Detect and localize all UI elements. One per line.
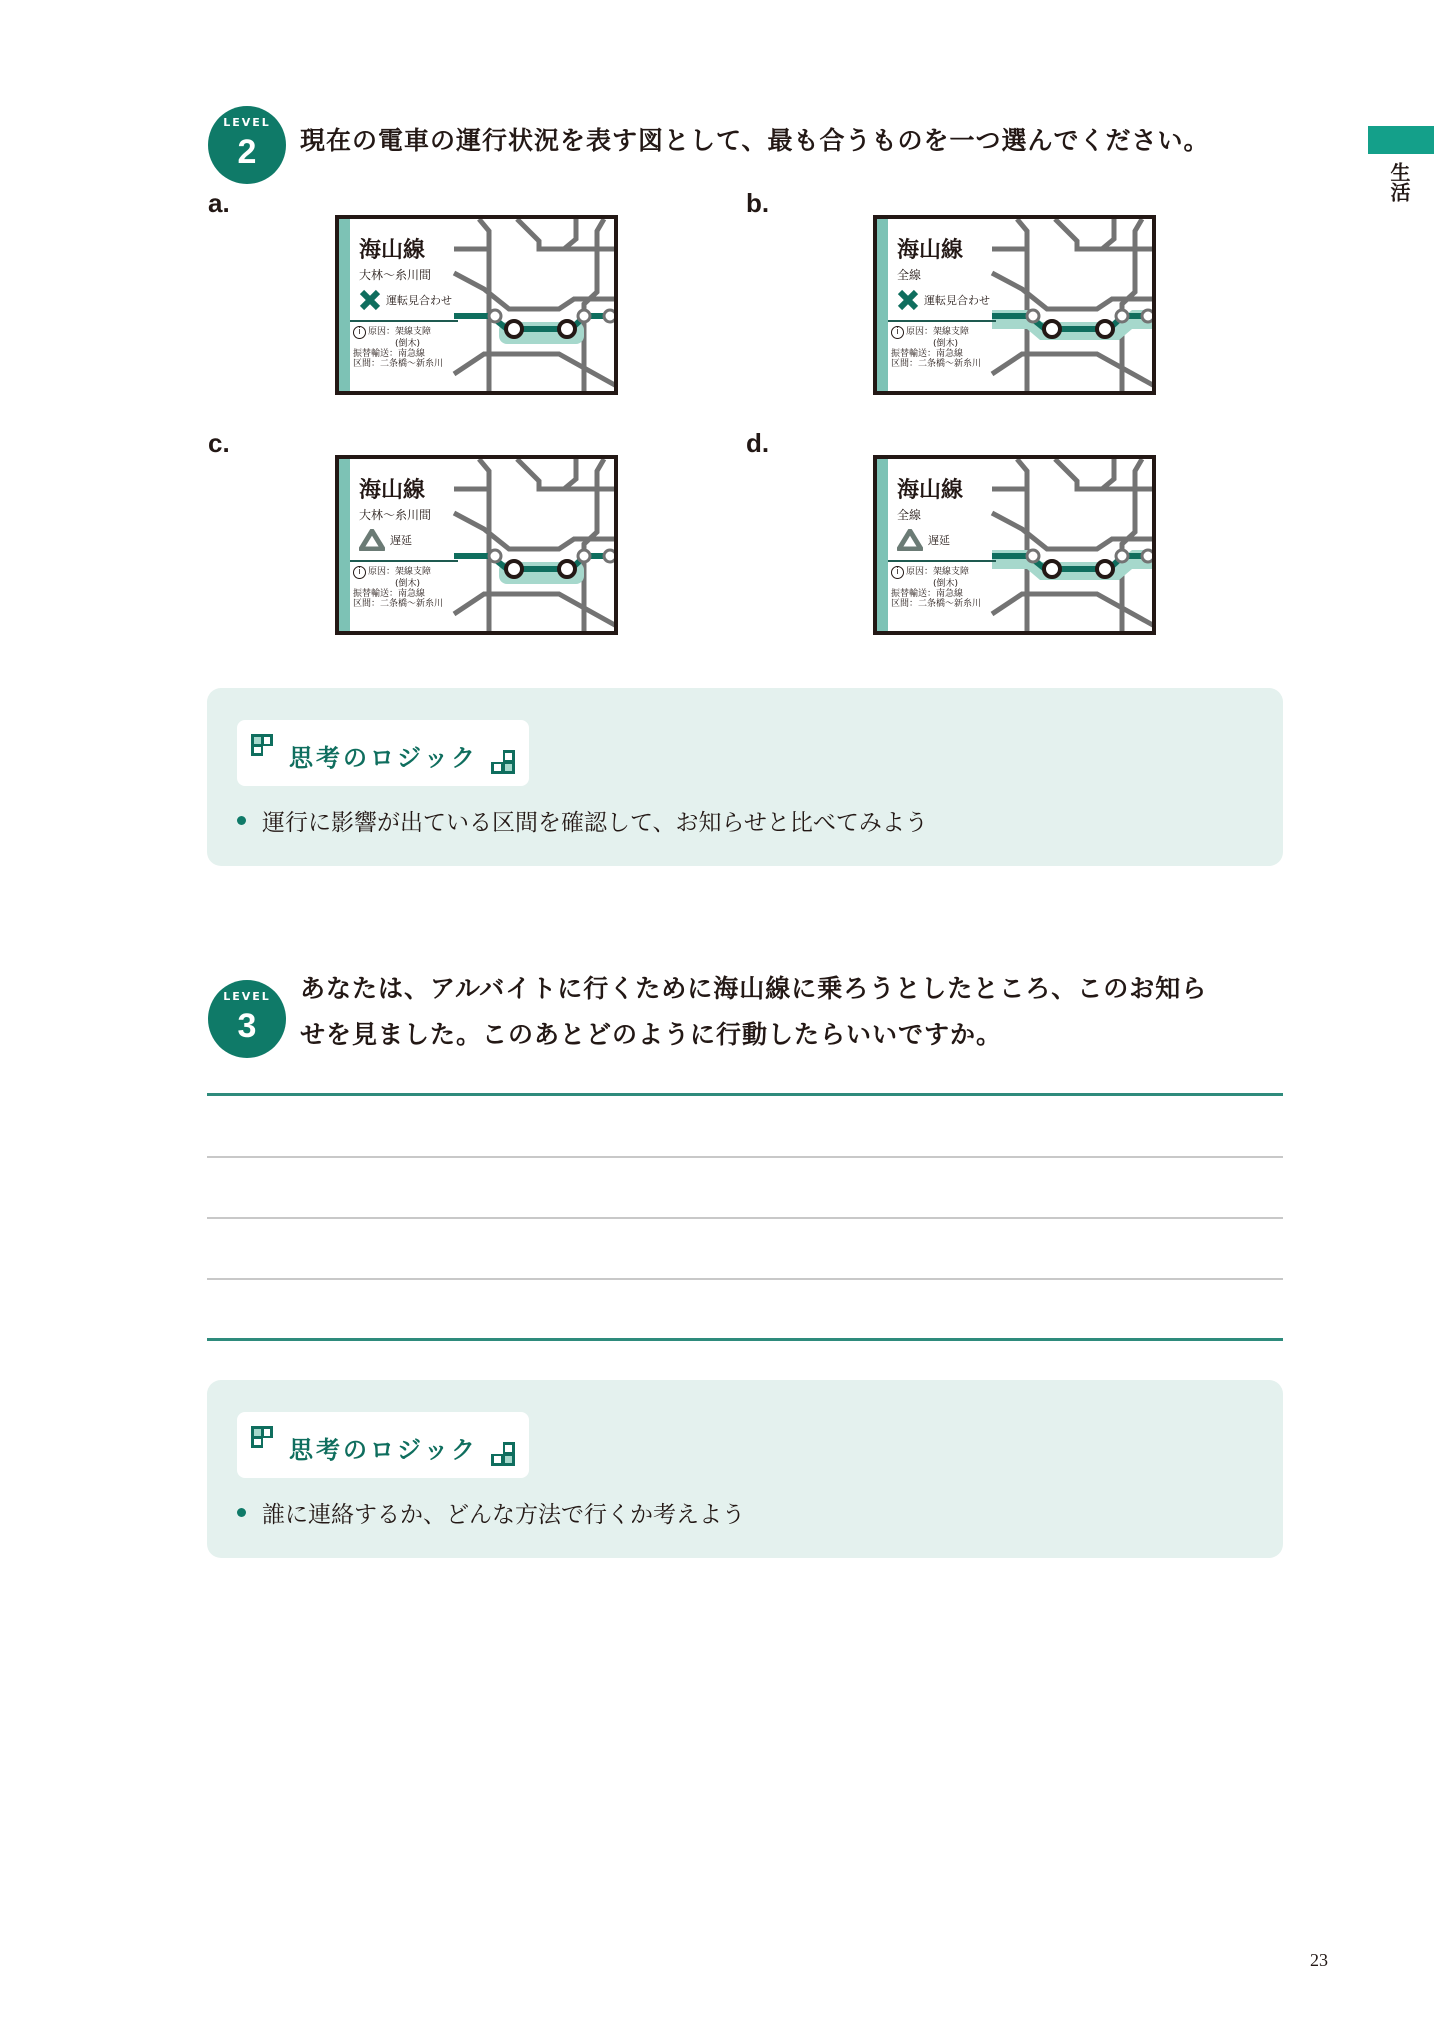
station [604,310,616,322]
status-row [897,289,990,311]
station [559,321,575,337]
station [1027,550,1039,562]
affected-section: 全線 [897,268,922,282]
option-card-a[interactable] [335,215,618,395]
cause-label: 原因： [368,327,396,337]
cause-detail: (倒木) [933,579,959,589]
transfer: 振替輸送：南急線 [353,349,426,359]
map-roads [454,219,618,395]
line-name: 海山線 [359,238,426,263]
station [506,321,522,337]
divider [888,560,996,562]
logic-corner-icon [251,734,273,756]
station [1142,310,1154,322]
station [604,550,616,562]
divider [350,320,458,322]
transfer: 振替輸送：南急線 [353,589,426,599]
affected-section: 全線 [897,508,922,522]
cause: 架線支障 [395,327,432,337]
info-block [353,566,443,609]
station [489,310,501,322]
question-line: あなたは、アルバイトに行くために海山線に乗ろうとしたところ、このお知ら [300,974,1208,1003]
status-text: 遅延 [390,534,412,547]
logic-box [207,688,1283,866]
line-name: 海山線 [897,238,964,263]
cause: 架線支障 [395,567,432,577]
logic-corner-icon [491,1442,515,1466]
cause-label: 原因： [368,567,396,577]
cause-detail: (倒木) [395,579,421,589]
level-caption: LEVEL [223,116,271,129]
page-number: 23 [1310,1950,1328,1970]
logic-corner-icon [491,750,515,774]
triangle-icon [359,529,385,551]
station [559,561,575,577]
question-text: 現在の電車の運行状況を表す図として、最も合うものを一つ選んでください。 [300,126,1210,155]
logic-item-text: 運行に影響が出ている区間を確認して、お知らせと比べてみよう [262,810,928,836]
affected-section: 大林〜糸川間 [359,508,432,522]
logic-heading: 思考のロジック [289,744,478,772]
status-row [897,529,950,551]
option-card-c[interactable] [335,455,618,635]
transfer: 振替輸送：南急線 [891,349,964,359]
cross-icon [359,289,381,311]
answer-bottom-rule [207,1338,1283,1341]
station [1044,321,1060,337]
info-block [891,566,981,609]
affected-section: 大林〜糸川間 [359,268,432,282]
category-tab [1368,126,1434,154]
status-text: 遅延 [928,534,950,547]
triangle-icon [897,529,923,551]
info-block [353,326,443,369]
level-badge [208,106,286,184]
option-label-b: b. [746,188,770,218]
logic-item [237,1496,745,1529]
status-row [359,529,412,551]
divider [350,560,458,562]
logic-heading-box [237,720,529,786]
option-card-b[interactable] [873,215,1156,395]
station [1142,550,1154,562]
station [506,561,522,577]
range: 区間：二条橋〜新糸川 [353,359,444,369]
option-label-a: a. [208,188,230,218]
cause-label: 原因： [906,567,934,577]
answer-top-rule [207,1093,1283,1096]
station [578,550,590,562]
status-text: 運転見合わせ [924,294,990,307]
map-roads [992,459,1156,635]
option-card-d[interactable] [873,455,1156,635]
station [1097,321,1113,337]
level-caption: LEVEL [223,990,271,1003]
transfer: 振替輸送：南急線 [891,589,964,599]
station [1116,550,1128,562]
cause: 架線支障 [933,327,970,337]
line-name: 海山線 [897,478,964,503]
logic-heading: 思考のロジック [289,1436,478,1464]
info-icon: i [353,566,366,579]
station [578,310,590,322]
status-row [359,289,452,311]
cause: 架線支障 [933,567,970,577]
category-label: 生活 [1387,162,1411,202]
range: 区間：二条橋〜新糸川 [891,359,982,369]
cause-detail: (倒木) [395,339,421,349]
question-line: せを見ました。このあとどのように行動したらいいですか。 [300,1020,1003,1049]
level-badge [208,980,286,1058]
station [1097,561,1113,577]
option-label-c: c. [208,428,230,458]
map-roads [992,219,1156,395]
answer-line[interactable] [207,1217,1283,1219]
station [1044,561,1060,577]
divider [888,320,996,322]
line-name: 海山線 [359,478,426,503]
range: 区間：二条橋〜新糸川 [353,599,444,609]
status-text: 運転見合わせ [386,294,452,307]
cross-icon [897,289,919,311]
info-block [891,326,981,369]
cause-detail: (倒木) [933,339,959,349]
answer-line[interactable] [207,1156,1283,1158]
station [1116,310,1128,322]
logic-heading-box [237,1412,529,1478]
info-icon: i [891,326,904,339]
answer-line[interactable] [207,1278,1283,1280]
range: 区間：二条橋〜新糸川 [891,599,982,609]
option-label-d: d. [746,428,770,458]
question-text [300,966,1207,1058]
bullet-icon [237,1508,246,1517]
info-icon: i [891,566,904,579]
logic-corner-icon [251,1426,273,1448]
cause-label: 原因： [906,327,934,337]
logic-box [207,1380,1283,1558]
bullet-icon [237,816,246,825]
station [489,550,501,562]
logic-item-text: 誰に連絡するか、どんな方法で行くか考えよう [262,1502,745,1528]
station [1027,310,1039,322]
logic-item [237,804,928,837]
info-icon: i [353,326,366,339]
map-roads [454,459,618,635]
level-number: 2 [237,133,257,171]
level-number: 3 [237,1007,257,1045]
